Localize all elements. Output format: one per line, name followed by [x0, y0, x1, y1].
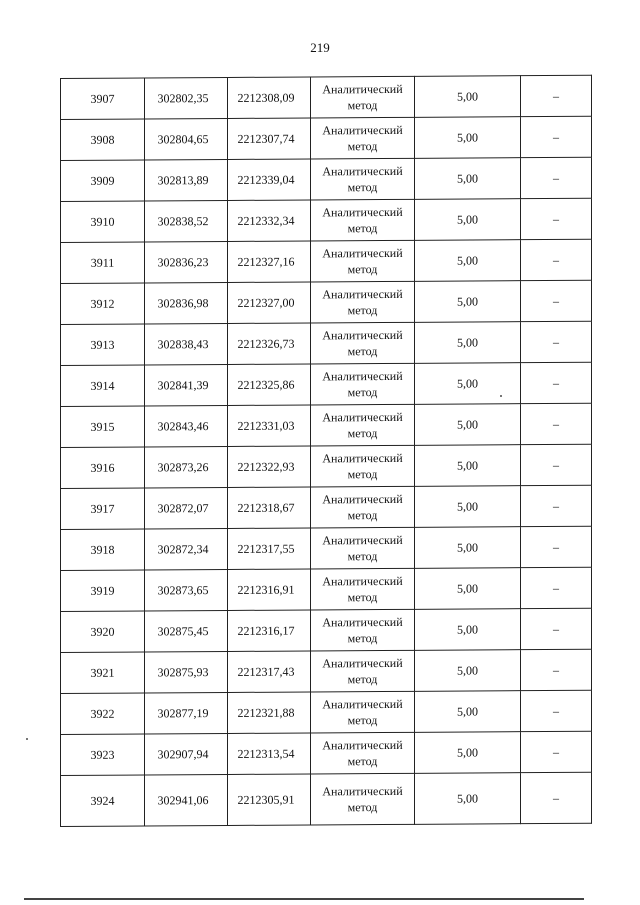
method-line: Аналитический: [322, 286, 403, 302]
coordinates-table: [60, 75, 592, 827]
note-cell: –: [521, 731, 592, 772]
point-number-cell: 3918: [61, 529, 145, 571]
y-coordinate-cell-value: 2212308,09: [237, 90, 295, 105]
y-coordinate-cell-value: 2212316,91: [237, 582, 295, 597]
y-coordinate-cell-value: 2212313,54: [237, 746, 295, 761]
accuracy-cell: 5,00: [415, 363, 521, 405]
x-coordinate-cell: [145, 241, 228, 283]
table-row: [61, 321, 592, 365]
x-coordinate-cell: [145, 282, 228, 324]
table-row: [61, 403, 592, 447]
method-line: метод: [347, 385, 378, 400]
accuracy-cell: 5,00: [415, 76, 521, 118]
note-cell: –: [521, 649, 592, 690]
method-line: метод: [347, 713, 378, 728]
x-coordinate-cell-value: 302875,93: [157, 664, 209, 679]
x-coordinate-cell: [145, 446, 228, 488]
method-cell: [311, 158, 415, 200]
point-number-cell: 3909: [61, 160, 145, 202]
method-line: Аналитический: [322, 783, 403, 799]
method-line: Аналитический: [322, 450, 403, 466]
table-row: [61, 567, 592, 611]
accuracy-cell: 5,00: [415, 650, 521, 692]
point-number-cell: 3922: [61, 693, 145, 735]
accuracy-cell: 5,00: [415, 117, 521, 159]
x-coordinate-cell-value: 302813,89: [157, 172, 209, 187]
x-coordinate-cell-value: 302804,65: [157, 131, 209, 146]
point-number-cell: 3911: [61, 242, 145, 284]
method-cell: [311, 732, 415, 774]
method-line: метод: [347, 672, 378, 687]
x-coordinate-cell: [145, 159, 228, 201]
x-coordinate-cell: [145, 200, 228, 242]
point-number-cell: 3923: [61, 734, 145, 776]
method-line: Аналитический: [322, 81, 403, 97]
point-number-cell: 3907: [61, 78, 145, 120]
method-line: метод: [347, 221, 378, 236]
method-line: Аналитический: [322, 204, 403, 220]
note-cell: –: [521, 403, 592, 444]
y-coordinate-cell: [228, 774, 311, 826]
y-coordinate-cell-value: 2212305,91: [237, 792, 295, 807]
y-coordinate-cell: [228, 651, 311, 693]
x-coordinate-cell: [145, 692, 228, 734]
method-line: метод: [347, 800, 378, 815]
x-coordinate-cell-value: 302836,23: [157, 254, 209, 269]
method-cell: [311, 445, 415, 487]
table-row: [61, 239, 592, 283]
note-cell: –: [521, 608, 592, 649]
point-number-cell: 3916: [61, 447, 145, 489]
accuracy-cell: 5,00: [415, 527, 521, 569]
method-cell: [311, 691, 415, 733]
y-coordinate-cell-value: 2212332,34: [237, 213, 295, 228]
method-line: метод: [347, 631, 378, 646]
note-cell: –: [521, 280, 592, 321]
point-number-cell: 3913: [61, 324, 145, 366]
y-coordinate-cell-value: 2212326,73: [237, 336, 295, 351]
x-coordinate-cell-value: 302836,98: [157, 295, 209, 310]
y-coordinate-cell-value: 2212321,88: [237, 705, 295, 720]
page-number: 219: [310, 40, 330, 55]
note-cell: –: [521, 690, 592, 731]
x-coordinate-cell-value: 302838,43: [157, 336, 209, 351]
accuracy-cell: 5,00: [415, 486, 521, 528]
accuracy-cell: 5,00: [415, 691, 521, 733]
scan-edge-line: [24, 898, 584, 900]
accuracy-cell: 5,00: [415, 240, 521, 282]
method-line: Аналитический: [322, 409, 403, 425]
y-coordinate-cell-value: 2212322,93: [237, 459, 295, 474]
x-coordinate-cell: [145, 569, 228, 611]
x-coordinate-cell-value: 302941,06: [157, 792, 209, 807]
y-coordinate-cell-value: 2212327,16: [237, 254, 295, 269]
method-cell: [311, 404, 415, 446]
method-line: метод: [347, 180, 378, 195]
x-coordinate-cell: [145, 774, 228, 826]
x-coordinate-cell-value: 302841,39: [157, 377, 209, 392]
y-coordinate-cell: [228, 364, 311, 406]
point-number-cell: 3917: [61, 488, 145, 530]
x-coordinate-cell-value: 302872,07: [157, 500, 209, 515]
y-coordinate-cell: [228, 528, 311, 570]
accuracy-cell: 5,00: [415, 281, 521, 323]
accuracy-cell: 5,00: [415, 158, 521, 200]
x-coordinate-cell: [145, 364, 228, 406]
table-row: [61, 649, 592, 693]
accuracy-cell: 5,00: [415, 568, 521, 610]
y-coordinate-cell-value: 2212325,86: [237, 377, 295, 392]
x-coordinate-cell: [145, 651, 228, 693]
method-line: Аналитический: [322, 573, 403, 589]
method-line: Аналитический: [322, 368, 403, 384]
x-coordinate-cell: [145, 118, 228, 160]
method-cell: [311, 199, 415, 241]
note-cell: –: [521, 362, 592, 403]
y-coordinate-cell: [228, 569, 311, 611]
method-line: метод: [347, 262, 378, 277]
y-coordinate-cell-value: 2212318,67: [237, 500, 295, 515]
x-coordinate-cell: [145, 733, 228, 775]
method-cell: [311, 363, 415, 405]
y-coordinate-cell: [228, 610, 311, 652]
note-cell: –: [521, 198, 592, 239]
x-coordinate-cell-value: 302873,26: [157, 459, 209, 474]
x-coordinate-cell-value: 302838,52: [157, 213, 209, 228]
method-cell: [311, 240, 415, 282]
note-cell: –: [521, 444, 592, 485]
accuracy-cell: 5,00: [415, 199, 521, 241]
x-coordinate-cell: [145, 77, 228, 119]
y-coordinate-cell-value: 2212307,74: [237, 131, 295, 146]
y-coordinate-cell-value: 2212331,03: [237, 418, 295, 433]
method-line: метод: [347, 467, 378, 482]
method-line: Аналитический: [322, 532, 403, 548]
table-row: [61, 485, 592, 529]
method-cell: [311, 650, 415, 692]
point-number-cell: 3920: [61, 611, 145, 653]
note-cell: –: [521, 526, 592, 567]
method-line: метод: [347, 426, 378, 441]
x-coordinate-cell-value: 302877,19: [157, 705, 209, 720]
y-coordinate-cell: [228, 692, 311, 734]
y-coordinate-cell: [228, 159, 311, 201]
point-number-cell: 3919: [61, 570, 145, 612]
y-coordinate-cell: [228, 733, 311, 775]
y-coordinate-cell: [228, 323, 311, 365]
x-coordinate-cell: [145, 487, 228, 529]
accuracy-cell: 5,00: [415, 773, 521, 825]
y-coordinate-cell: [228, 241, 311, 283]
note-cell: –: [521, 772, 592, 823]
table-row: [61, 772, 592, 826]
point-number-cell: 3908: [61, 119, 145, 161]
method-cell: [311, 527, 415, 569]
x-coordinate-cell: [145, 528, 228, 570]
y-coordinate-cell-value: 2212339,04: [237, 172, 295, 187]
x-coordinate-cell-value: 302873,65: [157, 582, 209, 597]
method-cell: [311, 568, 415, 610]
x-coordinate-cell-value: 302843,46: [157, 418, 209, 433]
table-row: [61, 362, 592, 406]
y-coordinate-cell: [228, 77, 311, 119]
note-cell: –: [521, 75, 592, 116]
point-number-cell: 3924: [61, 775, 145, 827]
method-line: метод: [347, 344, 378, 359]
table-row: [61, 198, 592, 242]
accuracy-cell: 5,00: [415, 322, 521, 364]
y-coordinate-cell: [228, 200, 311, 242]
method-line: метод: [347, 754, 378, 769]
method-line: Аналитический: [322, 696, 403, 712]
table-row: [61, 608, 592, 652]
method-cell: [311, 117, 415, 159]
table-row: [61, 75, 592, 119]
method-line: метод: [347, 508, 378, 523]
note-cell: –: [521, 157, 592, 198]
point-number-cell: 3912: [61, 283, 145, 325]
method-line: Аналитический: [322, 737, 403, 753]
table-row: [61, 526, 592, 570]
method-line: Аналитический: [322, 122, 403, 138]
scan-speck: [500, 395, 502, 397]
accuracy-cell: 5,00: [415, 609, 521, 651]
x-coordinate-cell-value: 302875,45: [157, 623, 209, 638]
note-cell: –: [521, 485, 592, 526]
method-cell: [311, 281, 415, 323]
y-coordinate-cell-value: 2212317,43: [237, 664, 295, 679]
x-coordinate-cell-value: 302872,34: [157, 541, 209, 556]
method-line: Аналитический: [322, 491, 403, 507]
method-cell: [311, 322, 415, 364]
y-coordinate-cell-value: 2212317,55: [237, 541, 295, 556]
method-line: метод: [347, 139, 378, 154]
x-coordinate-cell-value: 302907,94: [157, 746, 209, 761]
method-line: Аналитический: [322, 614, 403, 630]
table-row: [61, 116, 592, 160]
point-number-cell: 3914: [61, 365, 145, 407]
y-coordinate-cell: [228, 446, 311, 488]
y-coordinate-cell: [228, 118, 311, 160]
accuracy-cell: 5,00: [415, 732, 521, 774]
table-row: [61, 444, 592, 488]
point-number-cell: 3915: [61, 406, 145, 448]
method-line: Аналитический: [322, 245, 403, 261]
method-line: Аналитический: [322, 327, 403, 343]
table-row: [61, 280, 592, 324]
y-coordinate-cell-value: 2212316,17: [237, 623, 295, 638]
method-line: метод: [347, 303, 378, 318]
note-cell: –: [521, 567, 592, 608]
y-coordinate-cell-value: 2212327,00: [237, 295, 295, 310]
table-row: [61, 690, 592, 734]
y-coordinate-cell: [228, 405, 311, 447]
y-coordinate-cell: [228, 487, 311, 529]
point-number-cell: 3921: [61, 652, 145, 694]
note-cell: –: [521, 116, 592, 157]
note-cell: –: [521, 321, 592, 362]
accuracy-cell: 5,00: [415, 445, 521, 487]
method-cell: [311, 76, 415, 118]
table-row: [61, 731, 592, 775]
method-cell: [311, 773, 415, 825]
method-line: метод: [347, 549, 378, 564]
scan-speck: [26, 738, 28, 740]
y-coordinate-cell: [228, 282, 311, 324]
method-cell: [311, 486, 415, 528]
method-line: Аналитический: [322, 655, 403, 671]
point-number-cell: 3910: [61, 201, 145, 243]
note-cell: –: [521, 239, 592, 280]
coordinates-table-body: [61, 75, 592, 826]
x-coordinate-cell: [145, 323, 228, 365]
x-coordinate-cell-value: 302802,35: [157, 90, 209, 105]
x-coordinate-cell: [145, 405, 228, 447]
method-cell: [311, 609, 415, 651]
method-line: метод: [347, 590, 378, 605]
x-coordinate-cell: [145, 610, 228, 652]
table-row: [61, 157, 592, 201]
accuracy-cell: 5,00: [415, 404, 521, 446]
method-line: Аналитический: [322, 163, 403, 179]
method-line: метод: [347, 98, 378, 113]
